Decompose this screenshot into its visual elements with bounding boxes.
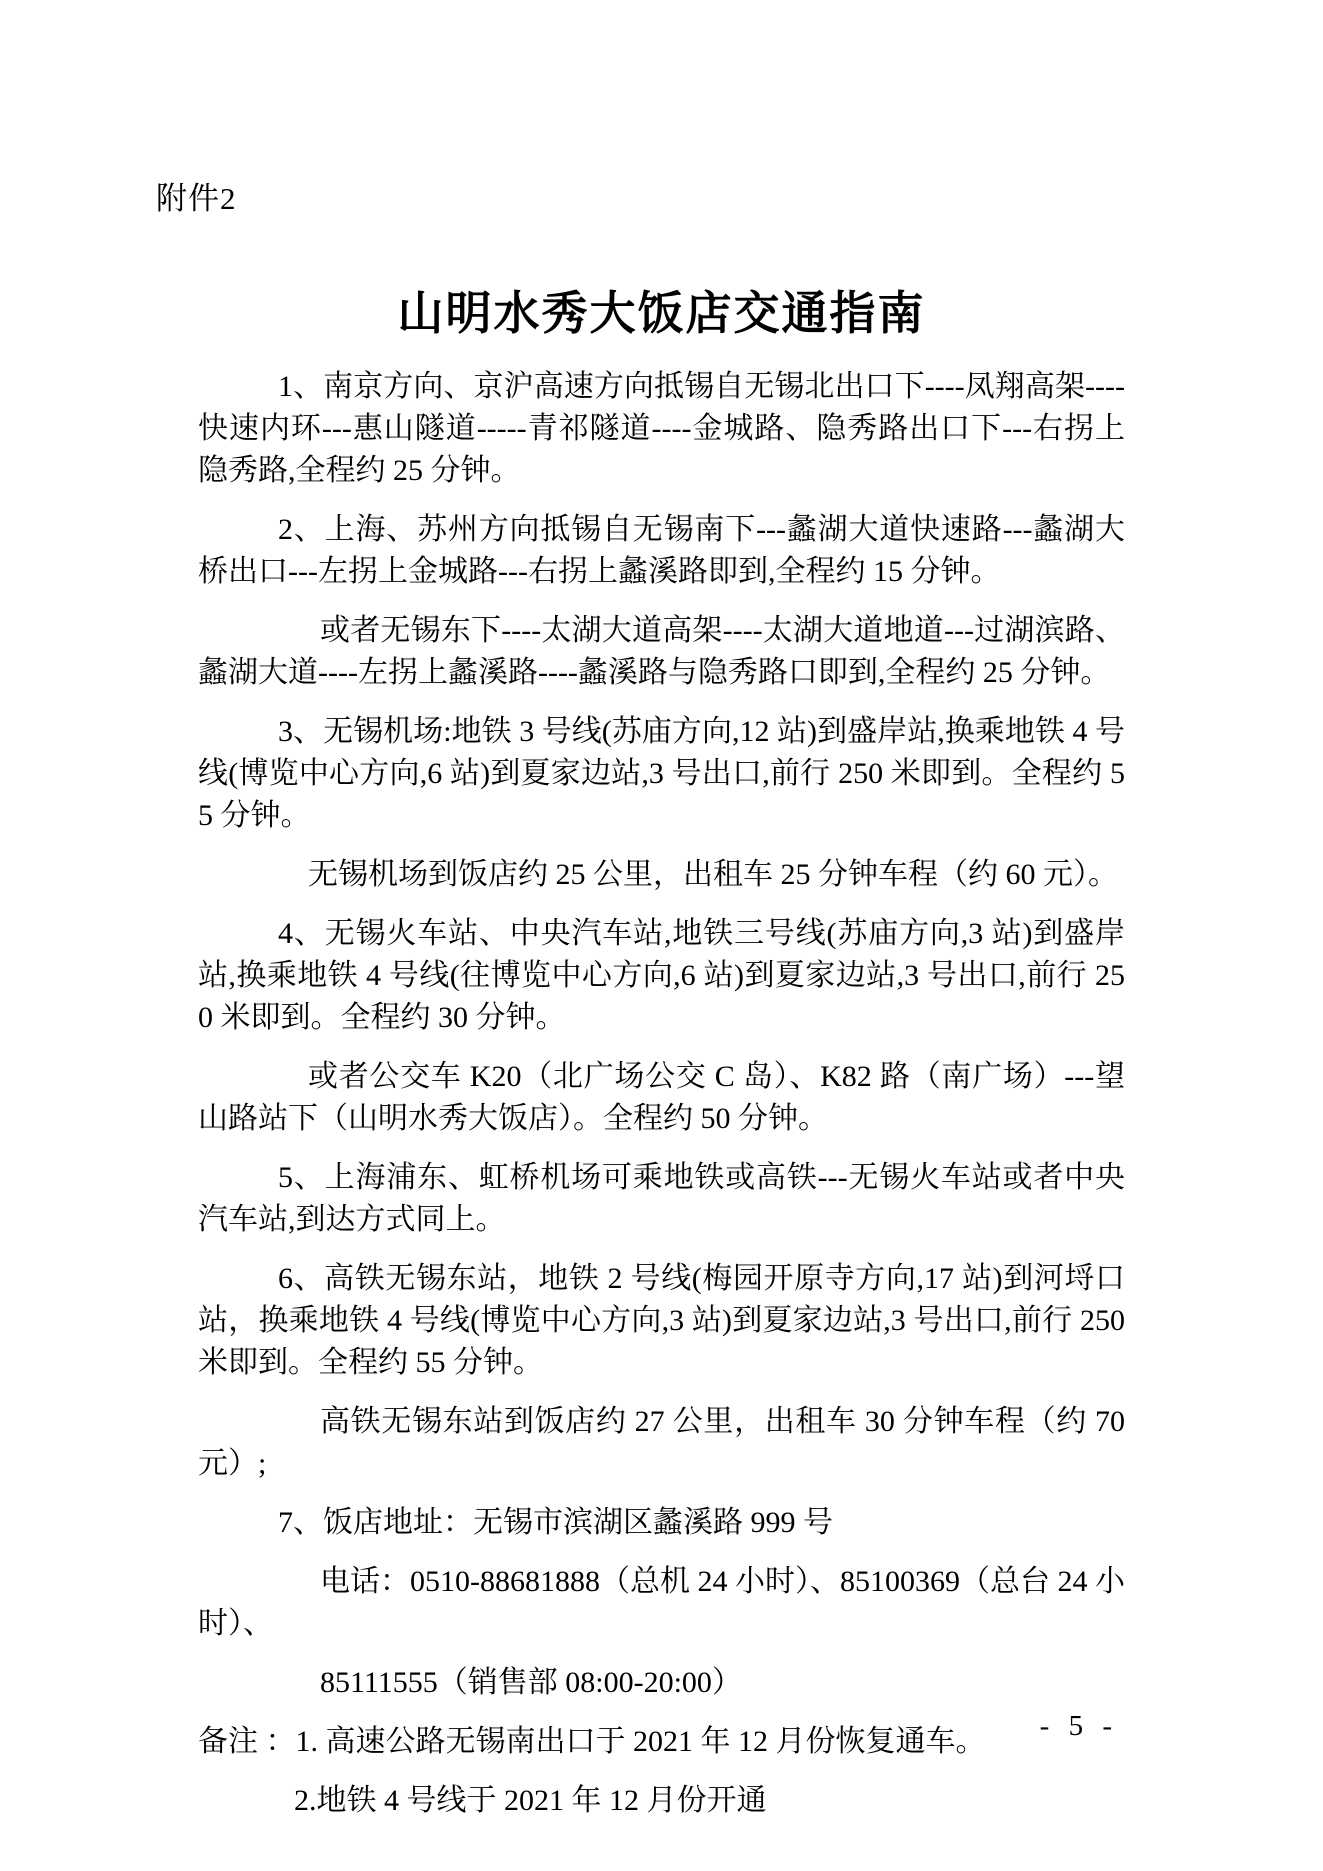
paragraph-route-airport-taxi: 无锡机场到饭店约 25 公里，出租车 25 分钟车程（约 60 元）。 (308, 858, 1118, 891)
paragraph-route-shanghai-airports: 5、上海浦东、虹桥机场可乘地铁或高铁---无锡火车站或者中央汽车站,到达方式同上。 (198, 1161, 1125, 1236)
paragraph-route-wuxi-east-hsr: 6、高铁无锡东站，地铁 2 号线(梅园开原寺方向,17 站)到河埒口站，换乘地铁 4 号线(博览中心方向,3 站)到夏家边站,3 号出口,前行 250 米即到。全程约 55 分钟。 (198, 1262, 1125, 1379)
paragraph-hotel-phone-line2: 85111555（销售部 08:00-20:00） (320, 1666, 742, 1699)
paragraph-route-airport-metro: 3、无锡机场:地铁 3 号线(苏庙方向,12 站)到盛岸站,换乘地铁 4 号线(博览中心方向,6 站)到夏家边站,3 号出口,前行 250 米即到。全程约 55 分钟。 (198, 715, 1125, 832)
paragraph-note-1: 备注 ：1. 高速公路无锡南出口于 2021 年 12 月份恢复通车。 (198, 1725, 986, 1758)
paragraph-route-bus: 或者公交车 K20（北广场公交 C 岛）、K82 路（南广场）---望山路站下（山明水秀大饭店）。全程约 50 分钟。 (198, 1060, 1125, 1135)
paragraph-route-wuxi-east: 或者无锡东下----太湖大道高架----太湖大道地道---过湖滨路、蠡湖大道----左拐上蠡溪路----蠡溪路与隐秀路口即到,全程约 25 分钟。 (198, 614, 1125, 689)
paragraph-route-nanjing: 1、南京方向、京沪高速方向抵锡自无锡北出口下----凤翔高架----快速内环---惠山隧道-----青祁隧道----金城路、隐秀路出口下---右拐上隐秀路,全程约 25 分钟。 (198, 370, 1125, 487)
paragraph-route-railway-station: 4、无锡火车站、中央汽车站,地铁三号线(苏庙方向,3 站)到盛岸站,换乘地铁 4 号线(往博览中心方向,6 站)到夏家边站,3 号出口,前行 250 米即到。全程约 30 分钟。 (198, 917, 1125, 1034)
paragraph-hotel-address: 7、饭店地址：无锡市滨湖区蠡溪路 999 号 (278, 1506, 833, 1539)
attachment-label: 附件2 (156, 181, 237, 216)
paragraph-route-hsr-taxi: 高铁无锡东站到饭店约 27 公里，出租车 30 分钟车程（约 70 元）; (198, 1405, 1125, 1480)
paragraph-note-2: 2.地铁 4 号线于 2021 年 12 月份开通 (294, 1784, 767, 1817)
page-title: 山明水秀大饭店交通指南 (397, 288, 926, 339)
page-number: - 5 - (1039, 1710, 1118, 1742)
paragraph-route-shanghai-suzhou: 2、上海、苏州方向抵锡自无锡南下---蠡湖大道快速路---蠡湖大桥出口---左拐上金城路---右拐上蠡溪路即到,全程约 15 分钟。 (198, 513, 1125, 588)
paragraph-hotel-phone-line1: 电话：0510-88681888（总机 24 小时）、85100369（总台 24 小时）、 (198, 1565, 1125, 1640)
document-body (198, 366, 1125, 1822)
